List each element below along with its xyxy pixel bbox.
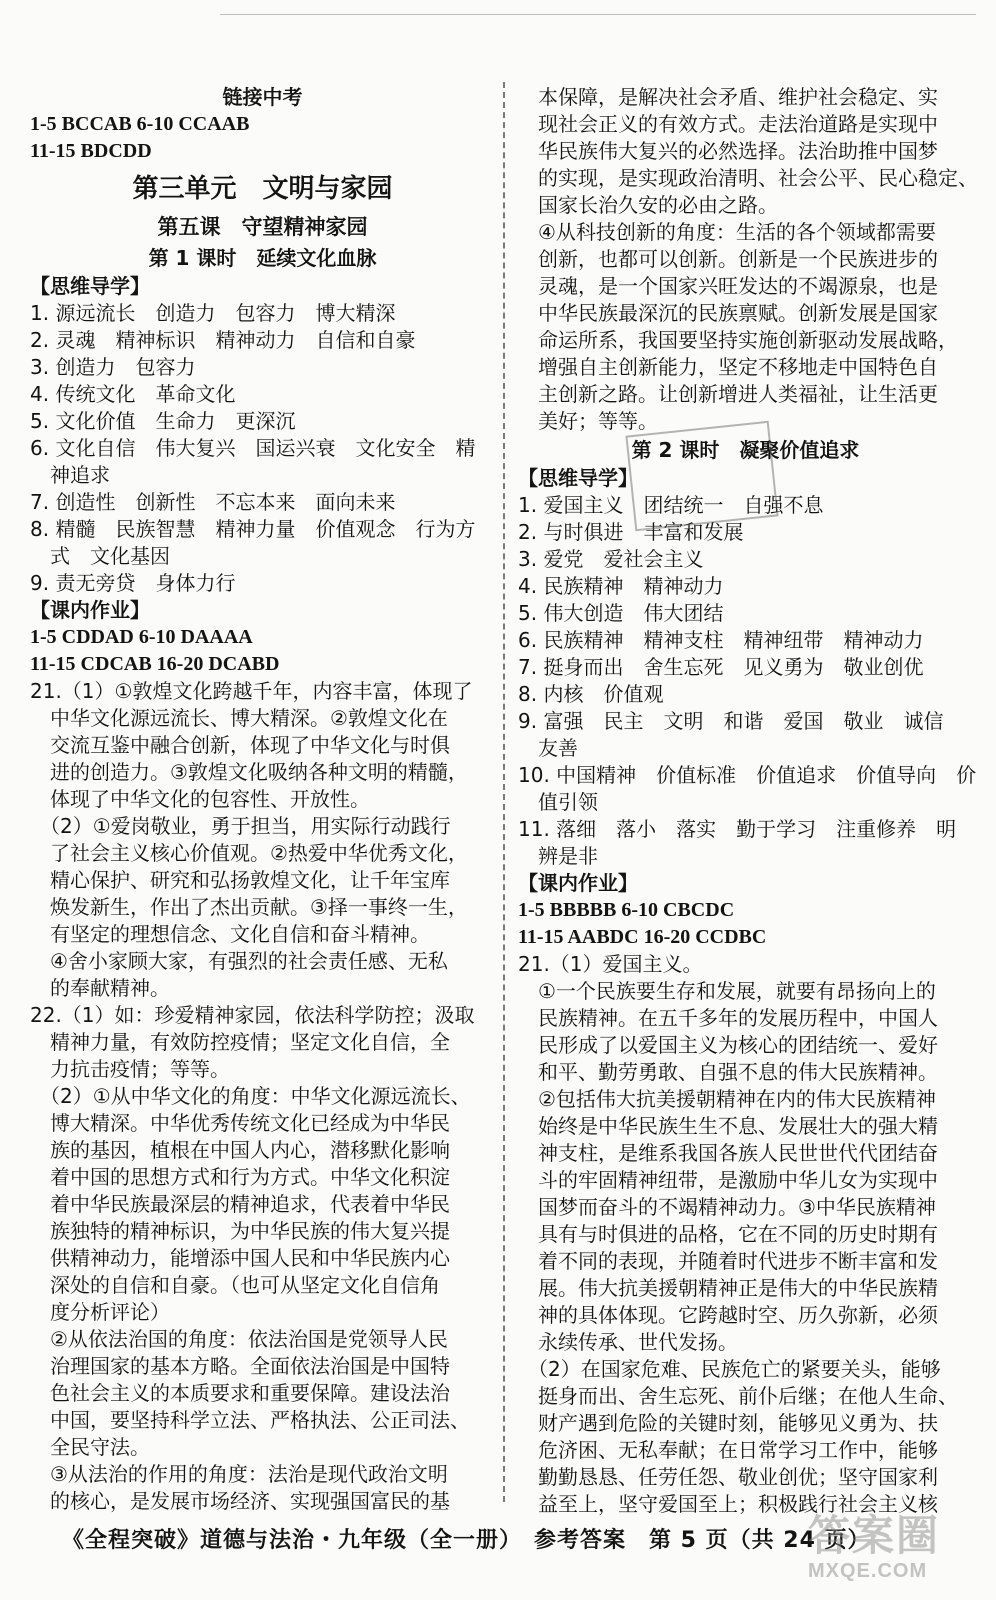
list-item: 2. 灵魂 精神标识 精神动力 自信和自豪: [30, 328, 416, 352]
text-line: ①一个民族要生存和发展，就要有昂扬向上的: [518, 979, 936, 1003]
think-list: [30, 300, 495, 597]
text-line: 灵魂，是一个国家兴旺发达的不竭源泉，也是: [518, 274, 938, 298]
text-line: 治理国家的基本方略。全面依法治国是中国特: [30, 1354, 450, 1378]
list-item: 5. 文化价值 生命力 更深沉: [30, 409, 296, 433]
text-line: 博大精深。中华优秀传统文化已经成为中华民: [30, 1111, 450, 1135]
list-item: 11. 落细 落小 落实 勤于学习 注重修养 明: [518, 817, 957, 841]
text-line: 力抗击疫情；等等。: [30, 1057, 230, 1081]
text-line: 色社会主义的本质要求和重要保障。建设法治: [30, 1381, 450, 1405]
unit-title: 第三单元 文明与家园: [132, 174, 393, 204]
text-line: 和平、勤劳勇敢、自强不息的伟大民族精神。: [518, 1060, 938, 1084]
text-line: 族独特的精神标识，为中华民族的伟大复兴提: [30, 1219, 450, 1243]
page-footer: 《全程突破》道德与法治・九年级（全一册） 参考答案 第 5 页（共 24 页）: [62, 1528, 871, 1553]
text-line: 度分析评论）: [30, 1300, 170, 1324]
text-line: 有坚定的理想信念、文化自信和奋斗精神。: [30, 922, 430, 946]
list-item: 10. 中国精神 价值标准 价值追求 价值导向 价: [518, 763, 977, 787]
text-line: 斗的牢固精神纽带，是激励中华儿女为实现中: [518, 1168, 938, 1192]
text-line: 永续传承、世代发扬。: [518, 1330, 738, 1354]
text-line: 的实现，是实现政治清明、社会公平、民心稳定、: [518, 166, 978, 190]
text-line: 深处的自信和自豪。（也可从坚定文化自信角: [30, 1273, 440, 1297]
faded-stamp: [625, 421, 778, 532]
list-item: 7. 创造性 创新性 不忘本来 面向未来: [30, 490, 396, 514]
text-line: 危济困、无私奉献；在日常学习工作中，能够: [518, 1438, 938, 1462]
logo-domain: MXQE.COM: [808, 1560, 928, 1582]
column-divider: [503, 82, 505, 1502]
text-line: 主创新之路。让创新增进人类福祉，让生活更: [518, 382, 938, 406]
list-item: 3. 创造力 包容力: [30, 355, 196, 379]
list-item: 友善: [518, 736, 578, 760]
text-line: 交流互鉴中融合创新，体现了中华文化与时俱: [30, 733, 450, 757]
list-item: 7. 挺身而出 舍生忘死 见义勇为 敬业创优: [518, 655, 924, 679]
text-line: 财产遇到危险的关键时刻，能够见义勇为、扶: [518, 1411, 938, 1435]
list-item: 神追求: [30, 463, 110, 487]
list-item: 1. 爱国主义 团结统一 自强不息: [518, 493, 824, 517]
text-line: 中华民族最深沉的民族禀赋。创新发展是国家: [518, 301, 938, 325]
list-item: 8. 精髓 民族智慧 精神力量 价值观念 行为方: [30, 517, 476, 541]
text-line: 21.（1）爱国主义。: [518, 952, 703, 976]
list-item: 6. 民族精神 精神支柱 精神纽带 精神动力: [518, 628, 924, 652]
text-line: 的核心，是发展市场经济、实现强国富民的基: [30, 1489, 450, 1513]
text-line: 本保障，是解决社会矛盾、维护社会稳定、实: [518, 85, 938, 109]
text-line: ②包括伟大抗美援朝精神在内的伟大民族精神: [518, 1087, 936, 1111]
list-item: 1. 源远流长 创造力 包容力 博大精深: [30, 301, 396, 325]
list-item: 8. 内核 价值观: [518, 682, 664, 706]
list-item: 4. 民族精神 精神动力: [518, 574, 724, 598]
section-header-link-exam: 链接中考: [222, 85, 303, 109]
lesson-title: 第五课 守望精神家园: [157, 215, 368, 239]
text-line: 益至上，坚守爱国至上；积极践行社会主义核: [518, 1492, 938, 1516]
site-logo: [808, 1512, 978, 1586]
text-line: 精心保护、研究和弘扬敦煌文化，让千年宝库: [30, 868, 450, 892]
top-rule: [220, 14, 976, 15]
section-label-class: 【课内作业】: [30, 598, 150, 622]
think-list-2: [518, 492, 977, 870]
answer-row: 1-5 BBBBB 6-10 CBCDC: [518, 899, 735, 921]
text-line: 民族精神。在五千多年的发展历程中，中国人: [518, 1006, 938, 1030]
text-line: 中华文化源远流长、博大精深。②敦煌文化在: [30, 706, 448, 730]
list-item: 9. 富强 民主 文明 和谐 爱国 敬业 诚信: [518, 709, 944, 733]
text-line: 国家长治久安的必由之路。: [518, 193, 778, 217]
text-line: 勤勤恳恳、任劳任怨、敬业创优；坚守国家利: [518, 1465, 938, 1489]
text-line: （2）①从中华文化的角度：中华文化源远流长、: [30, 1084, 471, 1108]
section-label-think: 【思维导学】: [30, 274, 150, 298]
text-line: 具有与时俱进的品格，它在不同的历史时期有: [518, 1222, 938, 1246]
text-line: 体现了中华文化的包容性、开放性。: [30, 787, 370, 811]
text-line: 全民守法。: [30, 1435, 150, 1459]
text-line: 美好；等等。: [518, 409, 658, 433]
text-line: 展。伟大抗美援朝精神正是伟大的中华民族精: [518, 1276, 938, 1300]
text-line: 神的具体体现。它跨越时空、历久弥新，必须: [518, 1303, 938, 1327]
question-21-lesson-2: [518, 951, 973, 1518]
list-item: 2. 与时俱进 丰富和发展: [518, 520, 744, 544]
text-line: 始终是中华民族生生不息、发展壮大的强大精: [518, 1114, 938, 1138]
text-line: 精神力量，有效防控疫情；坚定文化自信，全: [30, 1030, 450, 1054]
text-line: 21.（1）①敦煌文化跨越千年，内容丰富，体现了: [30, 679, 473, 703]
text-line: 了社会主义核心价值观。②热爱中华优秀文化，: [30, 841, 468, 865]
text-line: 中国，要坚持科学立法、严格执法、公正司法、: [30, 1408, 470, 1432]
answer-row: 11-15 CDCAB 16-20 DCABD: [30, 653, 280, 675]
section-label-think: 【思维导学】: [518, 466, 638, 490]
list-item: 式 文化基因: [30, 544, 170, 568]
text-line: 着中华民族最深层的精神追求，代表着中华民: [30, 1192, 450, 1216]
answer-row: 11-15 AABDC 16-20 CCDBC: [518, 926, 767, 948]
list-item: 辨是非: [518, 844, 598, 868]
text-line: 国梦而奋斗的不竭精神动力。③中华民族精神: [518, 1195, 936, 1219]
question-22-continued: [518, 84, 978, 435]
left-column: [30, 84, 495, 1515]
text-line: ②从依法治国的角度：依法治国是党领导人民: [30, 1327, 448, 1351]
question-22: [30, 1002, 495, 1515]
section-label-class: 【课内作业】: [518, 871, 638, 895]
text-line: 22.（1）如：珍爱精神家园，依法科学防控；汲取: [30, 1003, 475, 1027]
list-item: 9. 责无旁贷 身体力行: [30, 571, 236, 595]
question-21: [30, 678, 495, 1002]
text-line: ③从法治的作用的角度：法治是现代政治文明: [30, 1462, 448, 1486]
list-item: 5. 伟大创造 伟大团结: [518, 601, 724, 625]
list-item: 3. 爱党 爱社会主义: [518, 547, 704, 571]
text-line: 民形成了以爱国主义为核心的团结统一、爱好: [518, 1033, 938, 1057]
list-item: 6. 文化自信 伟大复兴 国运兴衰 文化安全 精: [30, 436, 476, 460]
logo-text: 答案圈: [808, 1512, 941, 1559]
text-line: （2）在国家危难、民族危亡的紧要关头，能够: [518, 1357, 941, 1381]
text-line: 增强自主创新能力，坚定不移地走中国特色自: [518, 355, 938, 379]
text-line: 华民族伟大复兴的必然选择。法治助推中国梦: [518, 139, 938, 163]
text-line: 命运所系，我国要坚持实施创新驱动发展战略，: [518, 328, 958, 352]
answer-row: 1-5 CDDAD 6-10 DAAAA: [30, 626, 253, 648]
list-item: 值引领: [518, 790, 598, 814]
text-line: 挺身而出、舍生忘死、前仆后继；在他人生命、: [518, 1384, 958, 1408]
text-line: （2）①爱岗敬业，勇于担当，用实际行动践行: [30, 814, 451, 838]
text-line: 着中国的思想方式和行为方式。中华文化积淀: [30, 1165, 450, 1189]
text-line: 创新，也都可以创新。创新是一个民族进步的: [518, 247, 938, 271]
right-column: [518, 84, 978, 1518]
answer-row: 11-15 BDCDD: [30, 140, 152, 162]
answer-row: 1-5 BCCAB 6-10 CCAAB: [30, 113, 250, 135]
text-line: 焕发新生，作出了杰出贡献。③择一事终一生，: [30, 895, 468, 919]
list-item: 4. 传统文化 革命文化: [30, 382, 236, 406]
text-line: 供精神动力，能增添中国人民和中华民族内心: [30, 1246, 450, 1270]
text-line: 族的基因，植根在中国人内心，潜移默化影响: [30, 1138, 450, 1162]
text-line: ④舍小家顾大家，有强烈的社会责任感、无私: [30, 949, 448, 973]
text-line: 进的创造力。③敦煌文化吸纳各种文明的精髓，: [30, 760, 468, 784]
text-line: 神支柱，是维系我国各族人民世世代代团结奋: [518, 1141, 938, 1165]
lesson-subtitle: 第 1 课时 延续文化血脉: [148, 246, 377, 270]
text-line: ④从科技创新的角度：生活的各个领域都需要: [518, 220, 936, 244]
text-line: 着不同的表现，并随着时代进步不断丰富和发: [518, 1249, 938, 1273]
text-line: 现社会正义的有效方式。走法治道路是实现中: [518, 112, 938, 136]
lesson-subtitle-2: 第 2 课时 凝聚价值追求: [631, 438, 860, 462]
text-line: 的奉献精神。: [30, 976, 170, 1000]
